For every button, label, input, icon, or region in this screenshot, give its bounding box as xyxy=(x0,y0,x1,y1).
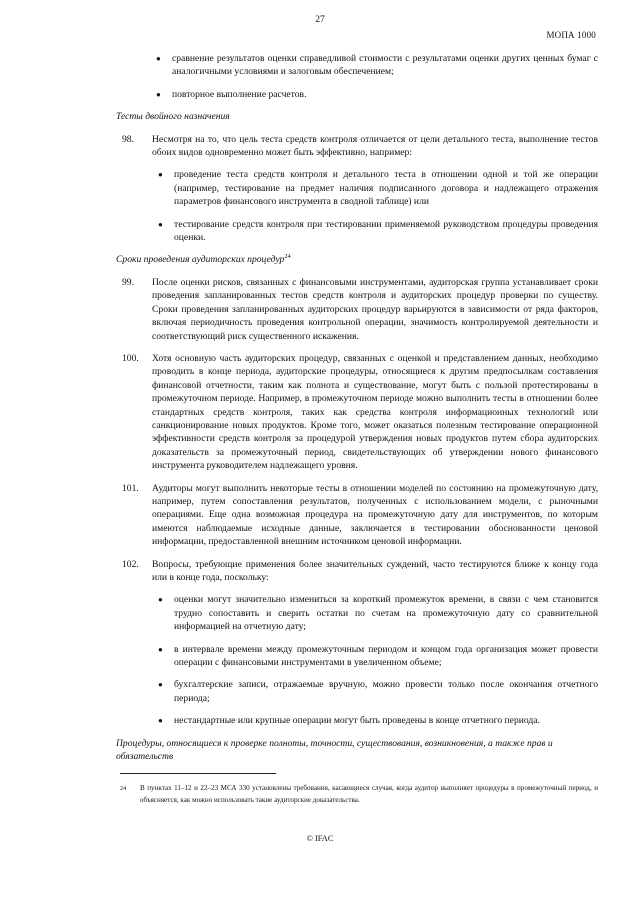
list-item-text: бухгалтерские записи, отражаемые вручную, можно провести только после окончания отчетного периода; xyxy=(174,679,598,704)
paragraph-text: После оценки рисков, связанных с финансовыми инструментами, аудиторская группа устанавливает сроки проведения запланированных тестов средств контроля и аудиторских процедур проверки по существу. Сроки проведения запланированных аудиторских процедур варьируются в зависимости от ряда факторов, включая периодичность проведения контрольной операции, значимость контролируемой деятельности и соответствующий риск существенного искажения. xyxy=(152,276,598,342)
list-item-text: оценки могут значительно измениться за короткий промежуток времени, в связи с чем становится трудно сопоставить и сверить остатки по счетам на промежуточную дату со сравнительной информацией на отчетную дату; xyxy=(174,594,598,633)
bullet-icon: ● xyxy=(156,54,161,63)
section-heading xyxy=(116,253,598,266)
footnote-text: В пунктах 11–12 и 22–23 МСА 330 установлены требования, касающиеся случая, когда аудитор выполняет процедуры в промежуточный период, и объясняется, как можно использовать такие аудиторские доказательства. xyxy=(140,784,598,804)
paragraph-text: Вопросы, требующие применения более значительных суждений, часто тестируются ближе к концу года или в конце года, поскольку: xyxy=(152,558,598,583)
bullet-icon: ● xyxy=(158,170,163,180)
footnote xyxy=(120,783,598,806)
bullet-icon: ● xyxy=(158,595,163,605)
paragraph-number: 102. xyxy=(122,558,139,570)
section-heading-text: Сроки проведения аудиторских процедур xyxy=(116,254,285,266)
bullet-icon: ● xyxy=(158,716,163,726)
list-item xyxy=(118,678,598,705)
page-body xyxy=(118,52,598,772)
list-item-text: в интервале времени между промежуточным периодом и концом года организация может провести операции с финансовыми инструментами в увеличенном объеме; xyxy=(174,643,598,669)
paragraph-101 xyxy=(118,482,598,549)
paragraph-100 xyxy=(118,352,598,473)
list-item-text: повторное выполнение расчетов. xyxy=(172,88,307,100)
paragraph-number: 101. xyxy=(122,482,139,494)
paragraph-text: Аудиторы могут выполнить некоторые тесты в отношении моделей по состоянию на промежуточную дату, например, путем сопоставления результатов, полученных с использованием модели, с рыночными операциями. Еще одна возможная процедура на промежуточную дату для инструментов, по которым имеются наблюдаемые исходные данные, заключается в тестировании обоснованности ценовой информации, предоставленной внешним источником ценовой информации. xyxy=(152,482,598,548)
paragraph-99 xyxy=(118,276,598,343)
copyright: © IFAC xyxy=(306,834,334,843)
list-item-text: нестандартные или крупные операции могут быть проведены в конце отчетного периода. xyxy=(174,715,540,727)
bullet-icon: ● xyxy=(158,644,163,654)
paragraph-number: 99. xyxy=(122,276,134,288)
footnote-divider xyxy=(120,773,276,774)
footnote-ref[interactable]: 24 xyxy=(284,253,291,261)
paragraph-number: 100. xyxy=(122,352,139,364)
footnote-number: 24 xyxy=(120,785,127,792)
bullet-icon: ● xyxy=(156,89,161,99)
list-item xyxy=(118,52,598,79)
paragraph-102 xyxy=(118,558,598,585)
list-item xyxy=(118,643,598,670)
page-number: 27 xyxy=(315,15,325,25)
list-item-text: тестирование средств контроля при тестировании применяемой руководством процедуры проведения оценки. xyxy=(174,218,598,244)
paragraph-text: Несмотря на то, что цель теста средств контроля отличается от цели детального теста, выполнение тестов обоих видов одновременно может быть эффективно, например: xyxy=(152,133,598,159)
section-heading: Процедуры, относящиеся к проверке полноты, точности, существования, возникновения, а также прав и обязательств xyxy=(116,737,553,763)
list-item xyxy=(118,714,598,727)
list-item xyxy=(118,593,598,633)
paragraph-text: Хотя основную часть аудиторских процедур, связанных с оценкой и представлением данных, необходимо проводить в конце периода, аудиторские процедуры, относящиеся к другим предпосылкам составления финансовой отчетности, таким как полнота и существование, могут быть с пользой протестированы в промежуточном периоде. Например, в промежуточном периоде можно выполнить тесты в отношении более стандартных средств контроля, таких как средства контроля информационных технологий или санкционирование новых продуктов. Кроме того, может оказаться полезным тестирование операционной эффективности средств контроля за процедурой утверждения новых продуктов путем сбора аудиторских доказательств за промежуточный период, свидетельствующих об утверждении нового финансового инструмента руководителем надлежащего уровня. xyxy=(152,352,598,472)
list-item xyxy=(118,168,598,208)
list-item-text: проведение теста средств контроля и детального теста в отношении одной и той же операции (например, тестирование на предмет наличия подписанного договора и надлежащего отражения параметров финансового инструмента в сводной таблице) или xyxy=(174,169,598,208)
list-item-text: сравнение результатов оценки справедливой стоимости с результатами оценки других ценных бумаг с аналогичными условиями и залоговым обеспечением; xyxy=(172,53,598,78)
bullet-icon: ● xyxy=(158,219,163,229)
running-header: МОПА 1000 xyxy=(546,30,596,40)
bullet-icon: ● xyxy=(158,680,163,690)
list-item xyxy=(118,218,598,245)
list-item xyxy=(118,88,598,101)
paragraph-98 xyxy=(118,133,598,160)
section-heading: Тесты двойного назначения xyxy=(116,111,230,123)
paragraph-number: 98. xyxy=(122,133,134,145)
